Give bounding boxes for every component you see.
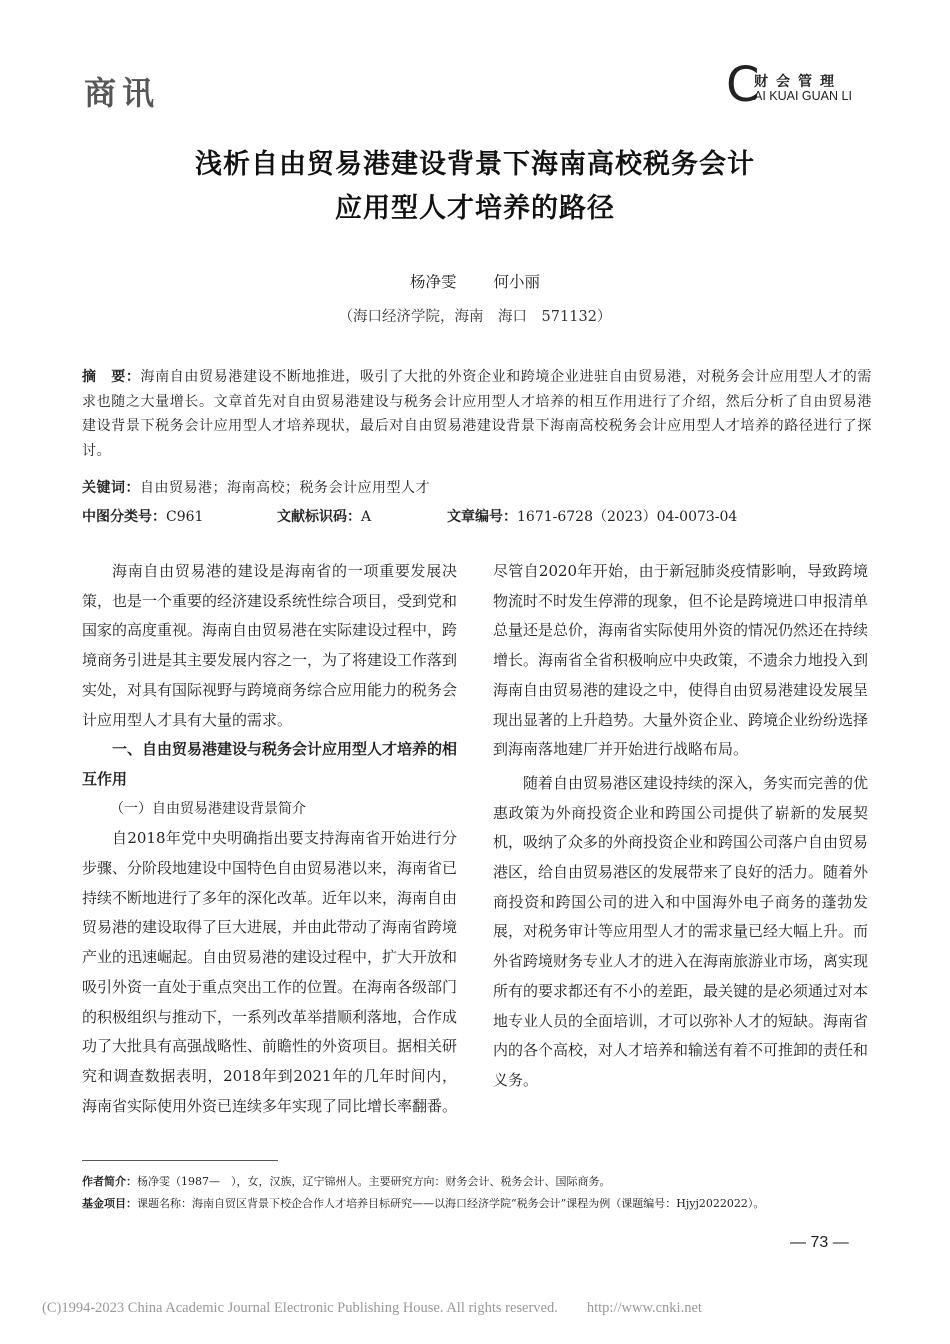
- fund-footnote: [82, 1195, 872, 1213]
- author-bio-text: 杨净雯（1987— ），女，汉族，辽宁锦州人。主要研究方向：财务会计、税务会计、国际商务。: [137, 1175, 611, 1188]
- article-number: [447, 506, 737, 526]
- doc-value: A: [361, 509, 372, 525]
- copyright-watermark: (C)1994-2023 China Academic Journal Electronic Publishing House. All rights reserved. http://www.cnki.net: [42, 1300, 702, 1316]
- article-value: 1671-6728（2023）04-0073-04: [517, 509, 738, 525]
- doc-label: 文献标识码：: [277, 509, 361, 525]
- paragraph: 海南自由贸易港的建设是海南省的一项重要发展决策，也是一个重要的经济建设系统性综合项目，受到党和国家的高度重视。海南自由贸易港在实际建设过程中，跨境商务引进是其主要发展内容之一，为了将建设工作落到实处，对具有国际视野与跨境商务综合应用能力的税务会计应用型人才具有大量的需求。: [82, 562, 458, 729]
- body-column-right: [493, 557, 868, 1096]
- fund-text: 课题名称：海南自贸区背景下校企合作人才培养目标研究——以海口经济学院“税务会计”课程为例（课题编号：Hjyj2022022）。: [137, 1197, 765, 1210]
- clc-label: 中图分类号：: [82, 509, 166, 525]
- keywords-label: 关键词：: [82, 480, 140, 496]
- author-name: 杨净雯: [410, 273, 457, 291]
- section-heading: 一、自由贸易港建设与税务会计应用型人才培养的相互作用: [82, 740, 458, 788]
- clc-number: [82, 506, 203, 526]
- title-line-2: 应用型人才培养的路径: [335, 193, 615, 224]
- author-name: 何小丽: [493, 273, 540, 291]
- author-list: [0, 270, 950, 292]
- document-code: [277, 506, 371, 526]
- paragraph: 随着自由贸易港区建设持续的深入，务实而完善的优惠政策为外商投资企业和跨国公司提供了崭新的发展契机，吸纳了众多的外商投资企业和跨国公司落户自由贸易港区，给自由贸易港区的发展带来了良好的活力。随着外商投资和跨国公司的进入和中国海外电子商务的蓬勃发展，对税务审计等应用型人才的需求量已经大幅上升。而外省跨境财务专业人才的进入在海南旅游业市场，离实现所有的要求都还有不小的差距，最关键的是必须通过对本地专业人员的全面培训，才可以弥补人才的短缺。海南省内的各个高校，对人才培养和输送有着不可推卸的责任和义务。: [493, 773, 869, 1089]
- abstract-label: 摘 要：: [82, 369, 141, 385]
- journal-logo: [726, 57, 876, 113]
- clc-value: C961: [166, 509, 204, 525]
- paragraph: 尽管自2020年开始，由于新冠肺炎疫情影响，导致跨境物流时不时发生停滞的现象，但不论是跨境进口申报清单总量还是总价，海南省实际使用外资的情况仍然还在持续增长。海南省全省积极响应中央政策，不遗余力地投入到海南自由贸易港的建设之中，使得自由贸易港建设发展呈现出显著的上升趋势。大量外资企业、跨境企业纷纷选择到海南落地建厂并开始进行战略布局。: [493, 562, 869, 759]
- logo-letter: C: [726, 57, 760, 113]
- author-bio-footnote: [82, 1173, 872, 1191]
- footnote-divider: [82, 1160, 278, 1161]
- keywords-text: 自由贸易港；海南高校；税务会计应用型人才: [140, 480, 430, 496]
- page-number: — 73 —: [790, 1234, 849, 1251]
- paragraph: 自2018年党中央明确指出要支持海南省开始进行分步骤、分阶段地建设中国特色自由贸易港以来，海南省已持续不断地进行了多年的深化改革。近年以来，海南自由贸易港的建设取得了巨大进展，并由此带动了海南省跨境产业的迅速崛起。自由贸易港的建设过程中，扩大开放和吸引外资一直处于重点突出工作的位置。在海南各级部门的积极组织与推动下，一系列改革举措顺利落地，合作成功了大批具有高强战略性、前瞻性的外资项目。据相关研究和调查数据表明，2018年到2021年的几年时间内，海南省实际使用外资已连续多年实现了同比增长率翻番。: [82, 829, 458, 1115]
- article-label: 文章编号：: [447, 509, 517, 525]
- keywords: [82, 477, 430, 497]
- abstract-text: 海南自由贸易港建设不断地推进，吸引了大批的外资企业和跨境企业进驻自由贸易港，对税务会计应用型人才的需求也随之大量增长。文章首先对自由贸易港建设与税务会计应用型人才培养的相互作用进行了介绍，然后分析了自由贸易港建设背景下税务会计应用型人才培养现状，最后对自由贸易港建设背景下海南高校税务会计应用型人才培养的路径进行了探讨。: [82, 369, 873, 459]
- fund-label: 基金项目：: [82, 1197, 137, 1210]
- abstract: [82, 365, 872, 463]
- logo-chinese: 财会管理: [754, 74, 842, 90]
- logo-english: AI KUAI GUAN LI: [754, 89, 852, 103]
- subsection-heading: （一）自由贸易港建设背景简介: [110, 800, 306, 817]
- author-bio-label: 作者简介：: [82, 1175, 137, 1188]
- section-mark: 商讯: [84, 74, 161, 112]
- title-line-1: 浅析自由贸易港建设背景下海南高校税务会计: [195, 149, 755, 180]
- affiliation: （海口经济学院，海南 海口 571132）: [338, 309, 612, 325]
- body-column-left: [82, 557, 457, 1121]
